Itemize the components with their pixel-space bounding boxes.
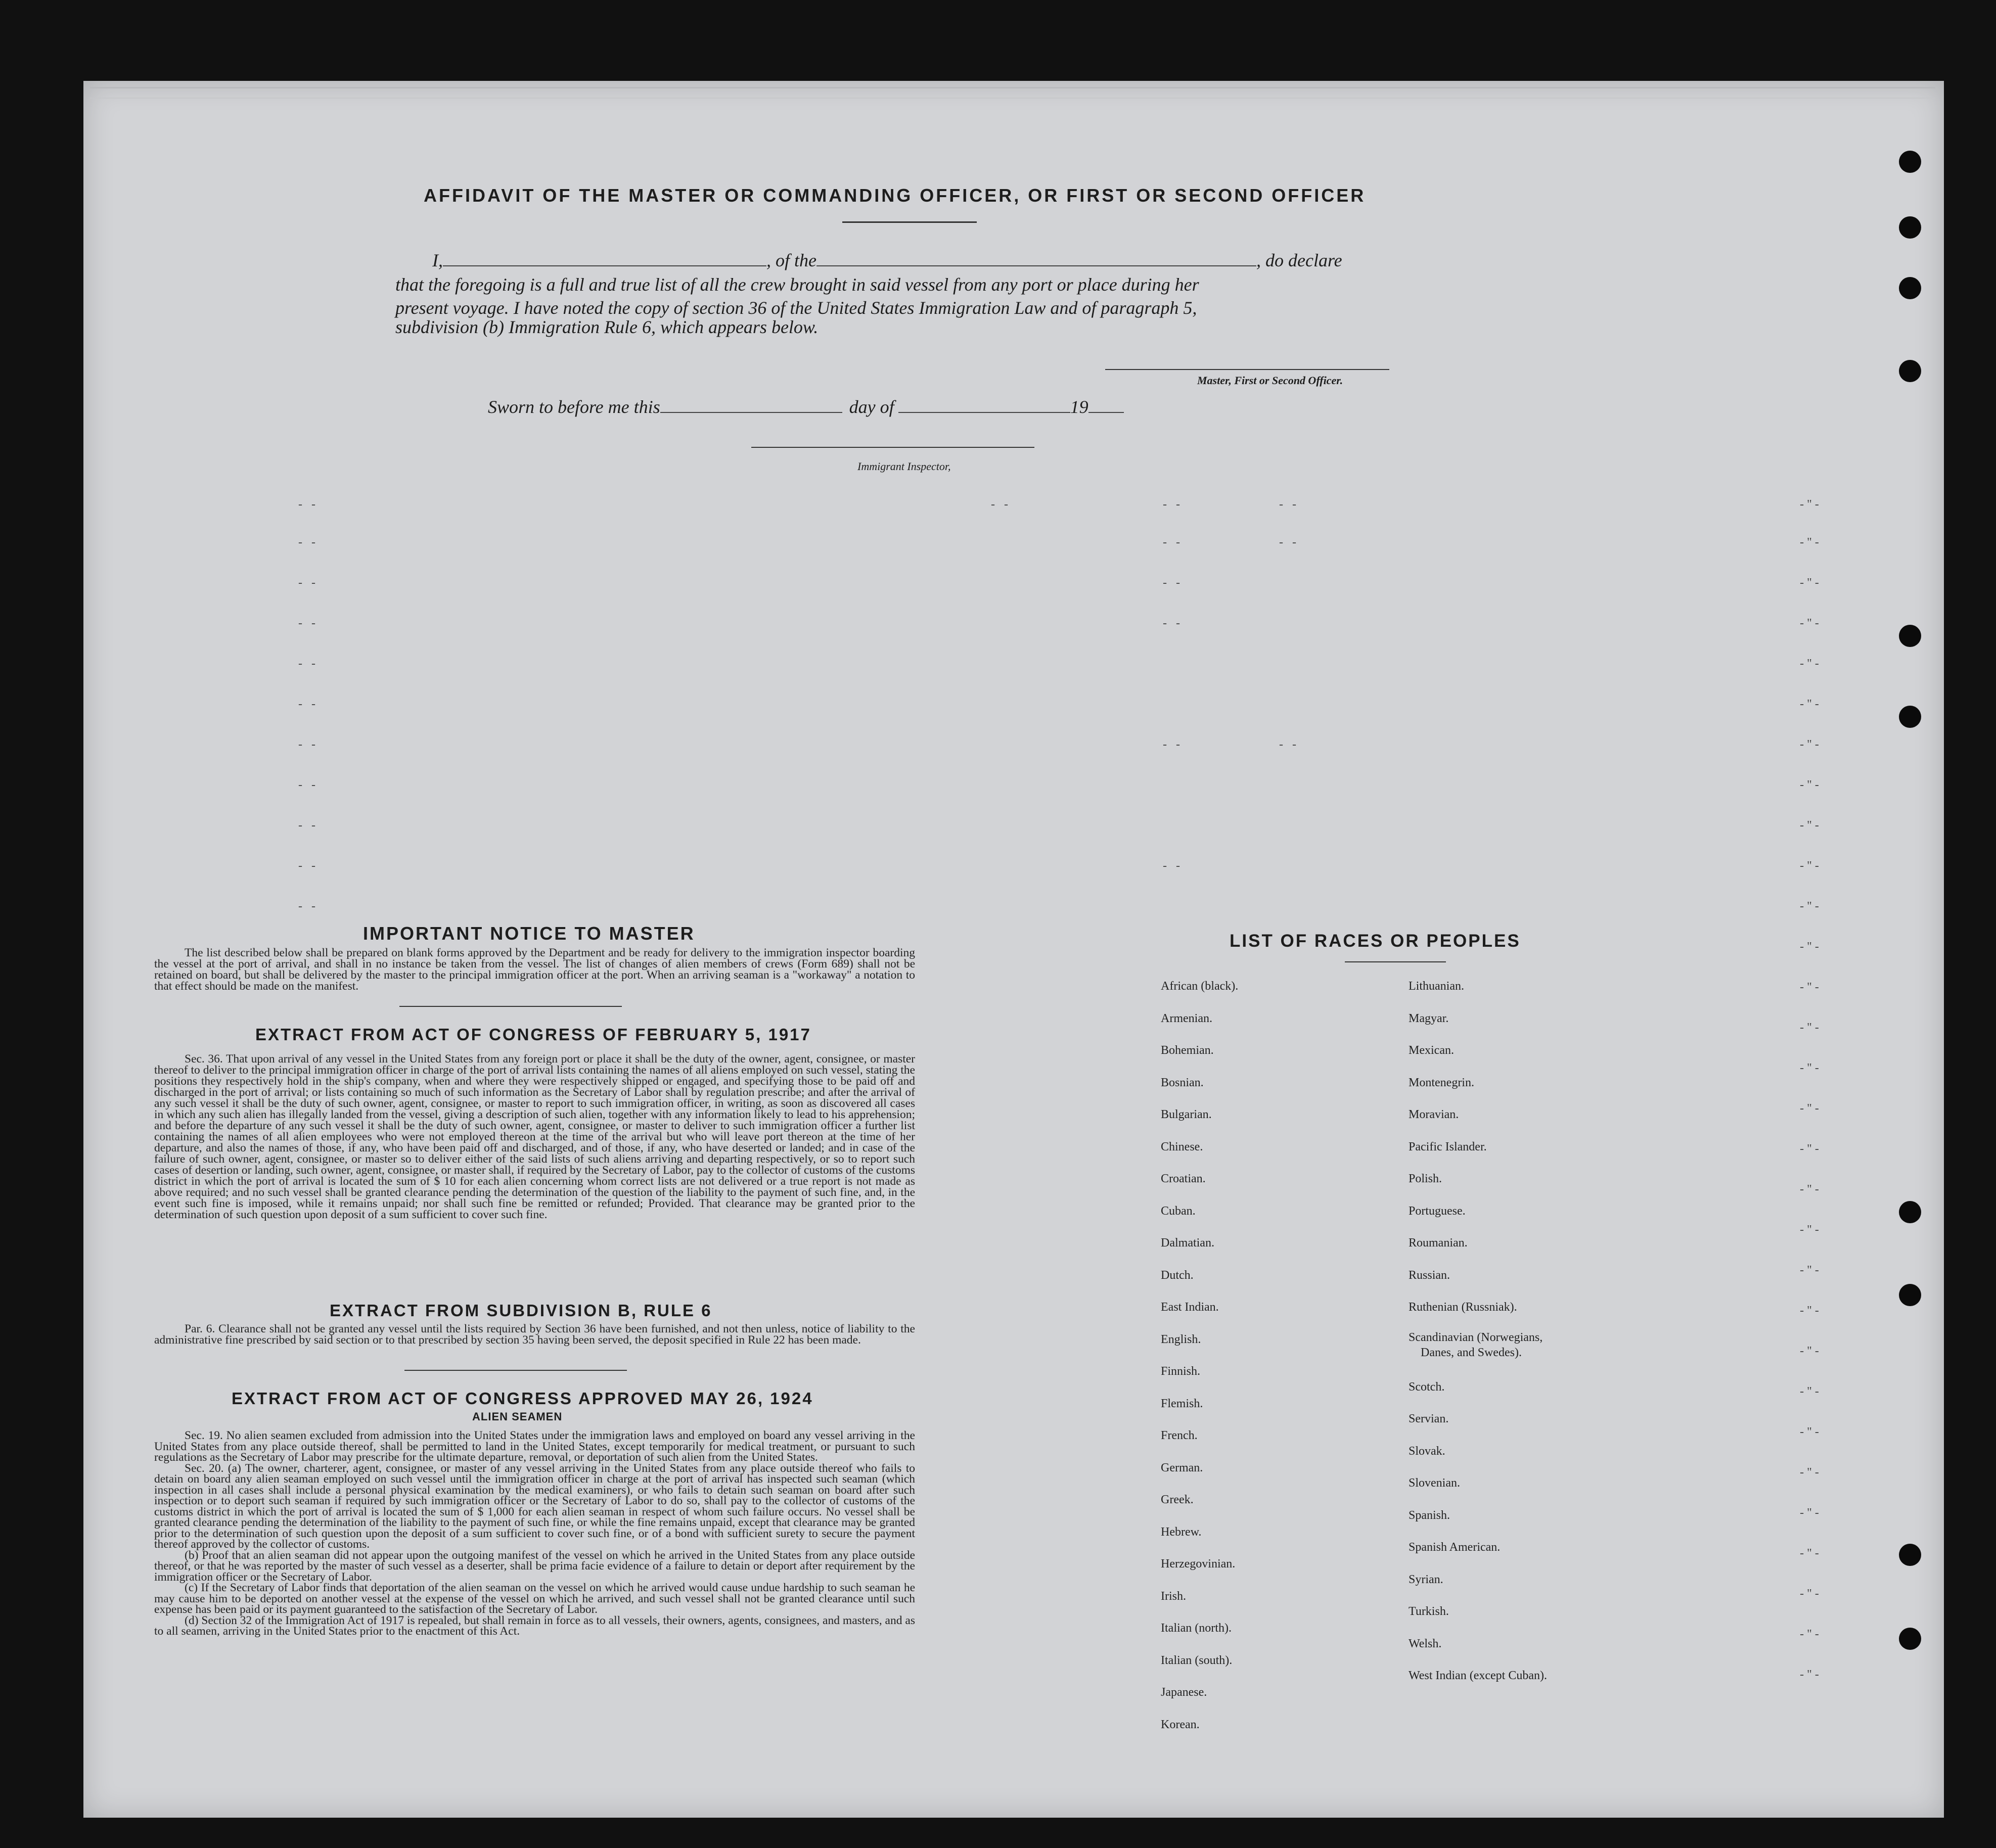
ditto-mark: - - [1279, 536, 1299, 549]
ditto-mark: - - [298, 498, 319, 511]
notice-paragraph: The list described below shall be prepared on blank forms approved by the Department and be ready for delivery to the immigration inspector boarding the vessel at the port of arrival, and shall in no instance be taken from the vessel. The list of changes of alien members of crews (Form 689) shall not be retained on board, but shall be delivered by the master to the principal immigration officer at the port. When an arriving seaman is a "workaway" a notation to that effect should be made on the manifest. [154, 946, 915, 993]
alien-seamen-subtitle: ALIEN SEAMEN [472, 1410, 563, 1423]
races-rule [1345, 961, 1446, 962]
section-20a-paragraph: Sec. 20. (a) The owner, charterer, agent, consignee, or master of any vessel arriving in the United States from any place outside thereof who fails to detain on board any alien seaman employed on such vessel until the immigration officer in charge at the port of arrival has inspected such seaman (which inspection in all cases shall include a personal physical examination by the medical examiners), or who fails to detain such seaman on board after such inspection or to deport such seaman if required by such immigration officer or the Secretary of Labor to do so, shall pay to the collector of customs of the customs district in which the port of arrival is located the sum of $ 1,000 for each alien seaman in respect of whom such failure occurs. No vessel shall be granted clearance pending the determination of the liability to the payment of such fine, or while the fine remains unpaid, except that clearance may be granted prior to the determination of such question upon the deposit of a sum sufficient to cover such fine, or of a bond with sufficient surety to secure the payment thereof approved by the collector of customs. [154, 1461, 915, 1551]
binder-hole [1899, 1201, 1921, 1223]
race-item: Magyar. [1409, 1011, 1449, 1025]
month-blank[interactable] [898, 397, 1070, 413]
races-title: LIST OF RACES OR PEOPLES [1230, 931, 1521, 951]
ditto-mark: - - [1279, 738, 1299, 751]
race-item: Armenian. [1161, 1011, 1212, 1025]
ditto-mark: -"- [1800, 1385, 1822, 1398]
section-36-paragraph: Sec. 36. That upon arrival of any vessel in the United States from any foreign port or place it shall be the duty of the owner, agent, consignee, or master thereof to deliver to the principal immigration officer in charge of the port of arrival lists containing the names of all aliens employed on such vessel, stating the positions they respectively hold in the ship's company, when and where they were respectively shipped or engaged, and specifying those to be paid off and discharged in the port of arrival; or lists containing so much of such information as the Secretary of Labor shall by regulation prescribe; and after the arrival of any such vessel it shall be the duty of such owner, agent, consignee, or master to report to such immigration officer, in writing, as soon as discovered all cases in which any such alien has illegally landed from the vessel, giving a description of such alien, together with any information likely to lead to his apprehension; and before the departure of any such vessel it shall be the duty of such owner, agent, consignee, or master to deliver to such immigration officer a further list containing the names of all alien employees who were not employed thereon at the time of the arrival but who will leave port thereon at the time of her departure, and also the names of those, if any, who have been paid off and discharged, and of those, if any, who have deserted or landed; and in case of the failure of such owner, agent, consignee, or master so to deliver either of the said lists of such aliens arriving and departing respectively, or so to report such cases of desertion or landing, such owner, agent, consignee, or master shall, if required by the Secretary of Labor, pay to the collector of customs of the customs district in which the port of arrival is located the sum of $ 10 for each alien concerning whom correct lists are not delivered or a true report is not made as above required; and no such vessel shall be granted clearance pending the determination of the question of the liability to the payment of such fine, and, in the event such fine is imposed, while it remains unpaid; nor shall such fine be remitted or refunded; Provided. That clearance may be granted prior to the determination of such question upon deposit of a sum sufficient to cover such fine. [154, 1052, 915, 1221]
ditto-mark: -"- [1800, 981, 1822, 994]
master-signature-line[interactable] [1105, 369, 1389, 370]
race-item: Lithuanian. [1409, 980, 1464, 993]
declaration-of-the: , of the [766, 250, 816, 270]
ditto-mark: - - [298, 859, 319, 872]
race-item: West Indian (except Cuban). [1409, 1669, 1547, 1682]
ditto-mark: - - [298, 819, 319, 832]
ditto-mark: -"- [1800, 1506, 1822, 1519]
ditto-mark: - - [298, 617, 319, 630]
sworn-line [488, 396, 1124, 418]
race-item: Servian. [1409, 1412, 1449, 1425]
ditto-mark: - - [298, 738, 319, 751]
section-19-paragraph: Sec. 19. No alien seamen excluded from admission into the United States under the immigration laws and employed on board any vessel arriving in the United States from any place outside thereof, shall be permitted to land in the United States, except temporarily for medical treatment, or pursuant to such regulations as the Secretary of Labor may prescribe for the ultimate departure, removal, or deportation of such alien from the United States. [154, 1429, 915, 1464]
ditto-mark: - - [298, 778, 319, 792]
ditto-mark: - - [298, 657, 319, 670]
race-item: Irish. [1161, 1589, 1186, 1603]
ditto-mark: -"- [1800, 1587, 1822, 1600]
race-item: Scandinavian (Norwegians, [1409, 1330, 1543, 1344]
binder-hole [1899, 625, 1921, 647]
race-item: German. [1161, 1461, 1203, 1474]
ditto-mark: -"- [1800, 1628, 1822, 1641]
ditto-mark: - - [1163, 498, 1183, 511]
notice-text [154, 947, 915, 992]
ditto-mark: -"- [1800, 657, 1822, 670]
race-item: Slovenian. [1409, 1476, 1460, 1490]
ditto-mark: - - [991, 498, 1011, 511]
races-right-column [1409, 971, 1547, 1692]
race-item: Bosnian. [1161, 1076, 1204, 1089]
race-item: Korean. [1161, 1718, 1200, 1731]
race-item: Croatian. [1161, 1172, 1206, 1185]
title-rule [842, 221, 977, 223]
extract-1924-text [154, 1430, 915, 1637]
ditto-mark: - - [1163, 536, 1183, 549]
notice-title: IMPORTANT NOTICE TO MASTER [363, 923, 695, 944]
race-item: French. [1161, 1429, 1198, 1442]
race-item: Finnish. [1161, 1365, 1201, 1378]
binder-hole [1899, 277, 1921, 299]
race-item: Ruthenian (Russniak). [1409, 1301, 1517, 1314]
ditto-mark: - - [298, 536, 319, 549]
master-signature-caption: Master, First or Second Officer. [1197, 374, 1343, 387]
extract-1917-title: EXTRACT FROM ACT OF CONGRESS OF FEBRUARY 5, 1917 [255, 1025, 811, 1044]
ditto-mark: -"- [1800, 498, 1822, 511]
race-item: Danes, and Swedes). [1421, 1346, 1522, 1359]
race-item: Flemish. [1161, 1397, 1203, 1410]
ditto-mark: -"- [1800, 698, 1822, 711]
declaration-do-declare: , do declare [1256, 250, 1342, 270]
name-blank[interactable] [443, 250, 766, 266]
race-item: Welsh. [1409, 1637, 1442, 1650]
sworn-day-of: day of [849, 397, 894, 417]
ditto-mark: -"- [1800, 1264, 1822, 1277]
declaration-i: I, [432, 250, 443, 270]
inspector-caption: Immigrant Inspector, [857, 460, 951, 473]
declaration-line-2: that the foregoing is a full and true list of all the crew brought in said vessel from any port or place during her [395, 274, 1199, 295]
year-blank[interactable] [1088, 397, 1124, 413]
race-item: East Indian. [1161, 1301, 1219, 1314]
page-edge [90, 87, 1935, 99]
ditto-mark: -"- [1800, 1183, 1822, 1196]
race-item: Italian (north). [1161, 1622, 1232, 1635]
ditto-mark: -"- [1800, 617, 1822, 630]
declaration-line-4: subdivision (b) Immigration Rule 6, which appears below. [395, 317, 819, 337]
ditto-mark: -"- [1800, 1061, 1822, 1075]
extract-1917-text [154, 1053, 915, 1220]
race-item: Bohemian. [1161, 1044, 1214, 1057]
ditto-mark: -"- [1800, 1021, 1822, 1034]
section-20c-paragraph: (c) If the Secretary of Labor finds that deportation of the alien seaman on the vessel on which he arrived would cause undue hardship to such seaman he may cause him to be deported on another vessel at the expense of the vessel on which he arrived, and such vessel shall not be granted clearance until such expense has been paid or its payment guaranteed to the satisfaction of the Secretary of Labor. [154, 1581, 915, 1616]
race-item: Turkish. [1409, 1605, 1449, 1618]
race-item: Scotch. [1409, 1380, 1445, 1394]
binder-hole [1899, 706, 1921, 728]
ditto-mark: -"- [1800, 1345, 1822, 1358]
race-item: African (black). [1161, 980, 1239, 993]
extract-1924-title: EXTRACT FROM ACT OF CONGRESS APPROVED MAY 26, 1924 [232, 1389, 813, 1408]
vessel-blank[interactable] [816, 250, 1256, 266]
race-item: Greek. [1161, 1493, 1194, 1506]
ditto-mark: -"- [1800, 1466, 1822, 1479]
ditto-mark: - - [1163, 859, 1183, 872]
notice-rule [399, 1006, 622, 1007]
race-item: Pacific Islander. [1409, 1140, 1487, 1153]
race-item: Moravian. [1409, 1108, 1459, 1121]
ditto-mark: - - [1163, 738, 1183, 751]
ditto-mark: - - [298, 698, 319, 711]
ditto-mark: -"- [1800, 1668, 1822, 1681]
race-item: Japanese. [1161, 1686, 1207, 1699]
ditto-mark: -"- [1800, 1304, 1822, 1317]
section-20d-paragraph: (d) Section 32 of the Immigration Act of 1917 is repealed, but shall remain in force as to all vessels, their owners, agents, consignees, and masters, and as to all seamen, arriving in the United States prior to the enactment of this Act. [154, 1613, 915, 1638]
ditto-mark: - - [298, 900, 319, 913]
race-item: Syrian. [1409, 1573, 1443, 1586]
ditto-mark: -"- [1800, 819, 1822, 832]
day-blank[interactable] [660, 397, 842, 413]
paragraph-6: Par. 6. Clearance shall not be granted any vessel until the lists required by Section 36 have been furnished, and not then unless, notice of liability to the administrative fine prescribed by said section or to that prescribed by section 35 having been served, the deposit specified in Rule 22 has been made. [154, 1322, 915, 1347]
ditto-mark: -"- [1800, 940, 1822, 953]
race-item: Dalmatian. [1161, 1236, 1214, 1250]
ditto-mark: -"- [1800, 1425, 1822, 1439]
sworn-text: Sworn to before me this [488, 397, 660, 417]
race-item: Slovak. [1409, 1444, 1445, 1458]
ditto-mark: -"- [1800, 778, 1822, 792]
race-item: Chinese. [1161, 1140, 1203, 1153]
ditto-mark: - - [1163, 617, 1183, 630]
races-left-column [1161, 971, 1238, 1741]
ditto-mark: - - [1163, 576, 1183, 589]
ditto-mark: -"- [1800, 576, 1822, 589]
binder-hole [1899, 151, 1921, 173]
ditto-mark: -"- [1800, 1547, 1822, 1560]
binder-hole [1899, 360, 1921, 382]
race-item: Polish. [1409, 1172, 1442, 1185]
ditto-mark: -"- [1800, 1142, 1822, 1156]
affidavit-title: AFFIDAVIT OF THE MASTER OR COMMANDING OFFICER, OR FIRST OR SECOND OFFICER [424, 185, 1366, 206]
binder-hole [1899, 216, 1921, 239]
race-item: English. [1161, 1332, 1201, 1346]
sworn-year: 19 [1070, 397, 1088, 417]
race-item: Mexican. [1409, 1044, 1454, 1057]
race-item: Spanish. [1409, 1508, 1450, 1522]
binder-hole [1899, 1628, 1921, 1650]
binder-hole [1899, 1284, 1921, 1306]
race-item: Russian. [1409, 1268, 1450, 1282]
race-item: Portuguese. [1409, 1204, 1466, 1218]
race-item: Italian (south). [1161, 1653, 1233, 1667]
rule6-text [154, 1323, 915, 1346]
ditto-mark: -"- [1800, 900, 1822, 913]
race-item: Cuban. [1161, 1204, 1196, 1218]
ditto-mark: - - [1279, 498, 1299, 511]
race-item: Montenegrin. [1409, 1076, 1474, 1089]
declaration-line-1 [432, 250, 1342, 271]
race-item: Bulgarian. [1161, 1108, 1212, 1121]
ditto-mark: -"- [1800, 859, 1822, 872]
race-item: Hebrew. [1161, 1525, 1202, 1539]
rule6-rule [404, 1370, 627, 1371]
race-item: Spanish American. [1409, 1541, 1501, 1554]
ditto-mark: -"- [1800, 1223, 1822, 1236]
ditto-mark: - - [298, 576, 319, 589]
binder-hole [1899, 1544, 1921, 1566]
inspector-signature-line[interactable] [751, 447, 1034, 448]
declaration-line-3: present voyage. I have noted the copy of section 36 of the United States Immigration Law and of paragraph 5, [395, 298, 1197, 318]
ditto-mark: -"- [1800, 738, 1822, 751]
race-item: Dutch. [1161, 1268, 1194, 1282]
rule6-title: EXTRACT FROM SUBDIVISION B, RULE 6 [330, 1301, 712, 1320]
race-item: Herzegovinian. [1161, 1557, 1236, 1570]
section-20b-paragraph: (b) Proof that an alien seaman did not appear upon the outgoing manifest of the vessel on which he arrived in the United States from any place outside thereof, or that he was reported by the master of such vessel as a deserter, shall be prima facie evidence of a failure to detain or deport after requirement by the immigration officer or the Secretary of Labor. [154, 1548, 915, 1584]
ditto-mark: -"- [1800, 536, 1822, 549]
race-item: Roumanian. [1409, 1236, 1468, 1250]
ditto-mark: -"- [1800, 1102, 1822, 1115]
